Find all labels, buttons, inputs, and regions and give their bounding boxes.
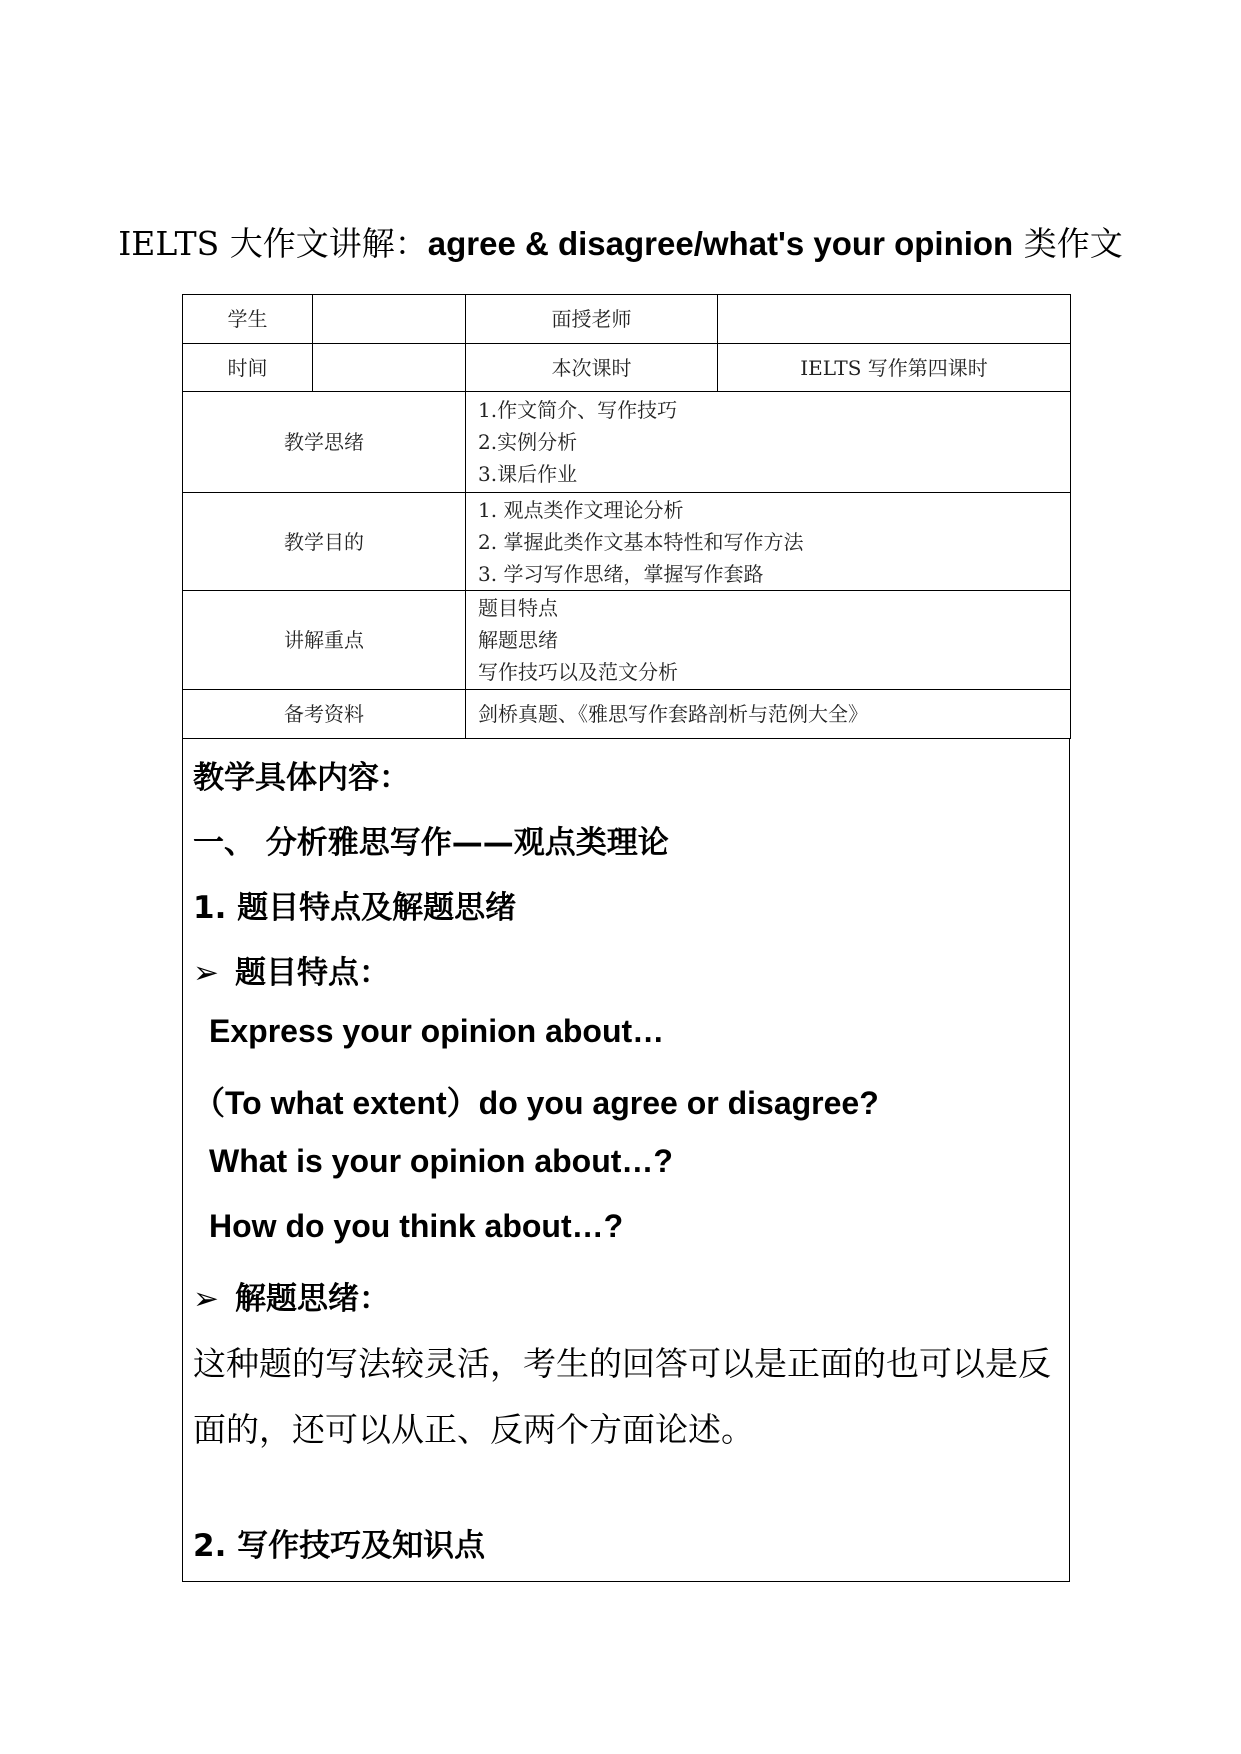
lesson-value: IELTS 写作第四课时: [718, 344, 1071, 392]
focus-list: [466, 591, 1071, 690]
title-cn-part1: 大作文讲解：: [229, 224, 428, 263]
list-item: 3. 学习写作思绪，掌握写作套路: [478, 561, 764, 586]
table-row: [183, 591, 1071, 690]
table-row: [183, 493, 1071, 591]
table-row: [183, 392, 1071, 493]
student-value: [313, 295, 466, 344]
list-item: 1.作文简介、写作技巧: [478, 398, 678, 422]
prompt-line: Express your opinion about…: [209, 1013, 665, 1049]
bullet-features: [193, 947, 390, 992]
prompt-line: （To what extent）do you agree or disagree?: [193, 1085, 879, 1121]
list-item: 2. 掌握此类作文基本特性和写作方法: [478, 529, 804, 554]
paragraph-line: 面的，还可以从正、反两个方面论述。: [193, 1410, 754, 1449]
goal-list: [466, 493, 1071, 591]
list-item: 解题思绪: [478, 628, 558, 652]
title-prefix: IELTS: [118, 224, 220, 263]
arrow-bullet-icon: ➢: [193, 1281, 219, 1317]
section-one-heading: 一、 分析雅思写作——观点类理论: [193, 825, 669, 861]
student-label: 学生: [183, 295, 313, 344]
lesson-info-table: [182, 294, 1071, 739]
content-heading: 教学具体内容：: [193, 760, 410, 796]
bullet-features-label: 题目特点：: [234, 955, 390, 991]
approach-label: 教学思绪: [183, 392, 466, 493]
teacher-label: 面授老师: [466, 295, 718, 344]
list-item: 3.课后作业: [478, 462, 578, 486]
prompt-line: What is your opinion about…?: [209, 1143, 673, 1179]
table-row: [183, 344, 1071, 392]
list-item: 1. 观点类作文理论分析: [478, 497, 684, 522]
subsection-two-heading: 2. 写作技巧及知识点: [193, 1528, 486, 1564]
table-row: [183, 295, 1071, 344]
table-row: [183, 690, 1071, 739]
bullet-approach-label: 解题思绪：: [234, 1281, 390, 1317]
title-latin-main: agree & disagree/what's your opinion: [427, 225, 1014, 262]
list-item: 题目特点: [478, 596, 558, 620]
title-cn-part2: 类作文: [1023, 224, 1123, 263]
list-item: 写作技巧以及范文分析: [478, 660, 678, 684]
subsection-one-heading: 1. 题目特点及解题思绪: [193, 890, 517, 926]
teacher-value: [718, 295, 1071, 344]
focus-label: 讲解重点: [183, 591, 466, 690]
materials-value: 剑桥真题、《雅思写作套路剖析与范例大全》: [466, 690, 1071, 739]
materials-label: 备考资料: [183, 690, 466, 739]
lesson-label: 本次课时: [466, 344, 718, 392]
time-value: [313, 344, 466, 392]
prompt-line: How do you think about…?: [209, 1208, 624, 1244]
time-label: 时间: [183, 344, 313, 392]
arrow-bullet-icon: ➢: [193, 955, 219, 991]
bullet-approach: [193, 1273, 390, 1318]
goal-label: 教学目的: [183, 493, 466, 591]
list-item: 2.实例分析: [478, 430, 578, 454]
document-title: [0, 218, 1241, 265]
approach-list: [466, 392, 1071, 493]
teaching-content-box: [182, 738, 1070, 1582]
paragraph-line: 这种题的写法较灵活，考生的回答可以是正面的也可以是反: [193, 1344, 1051, 1383]
